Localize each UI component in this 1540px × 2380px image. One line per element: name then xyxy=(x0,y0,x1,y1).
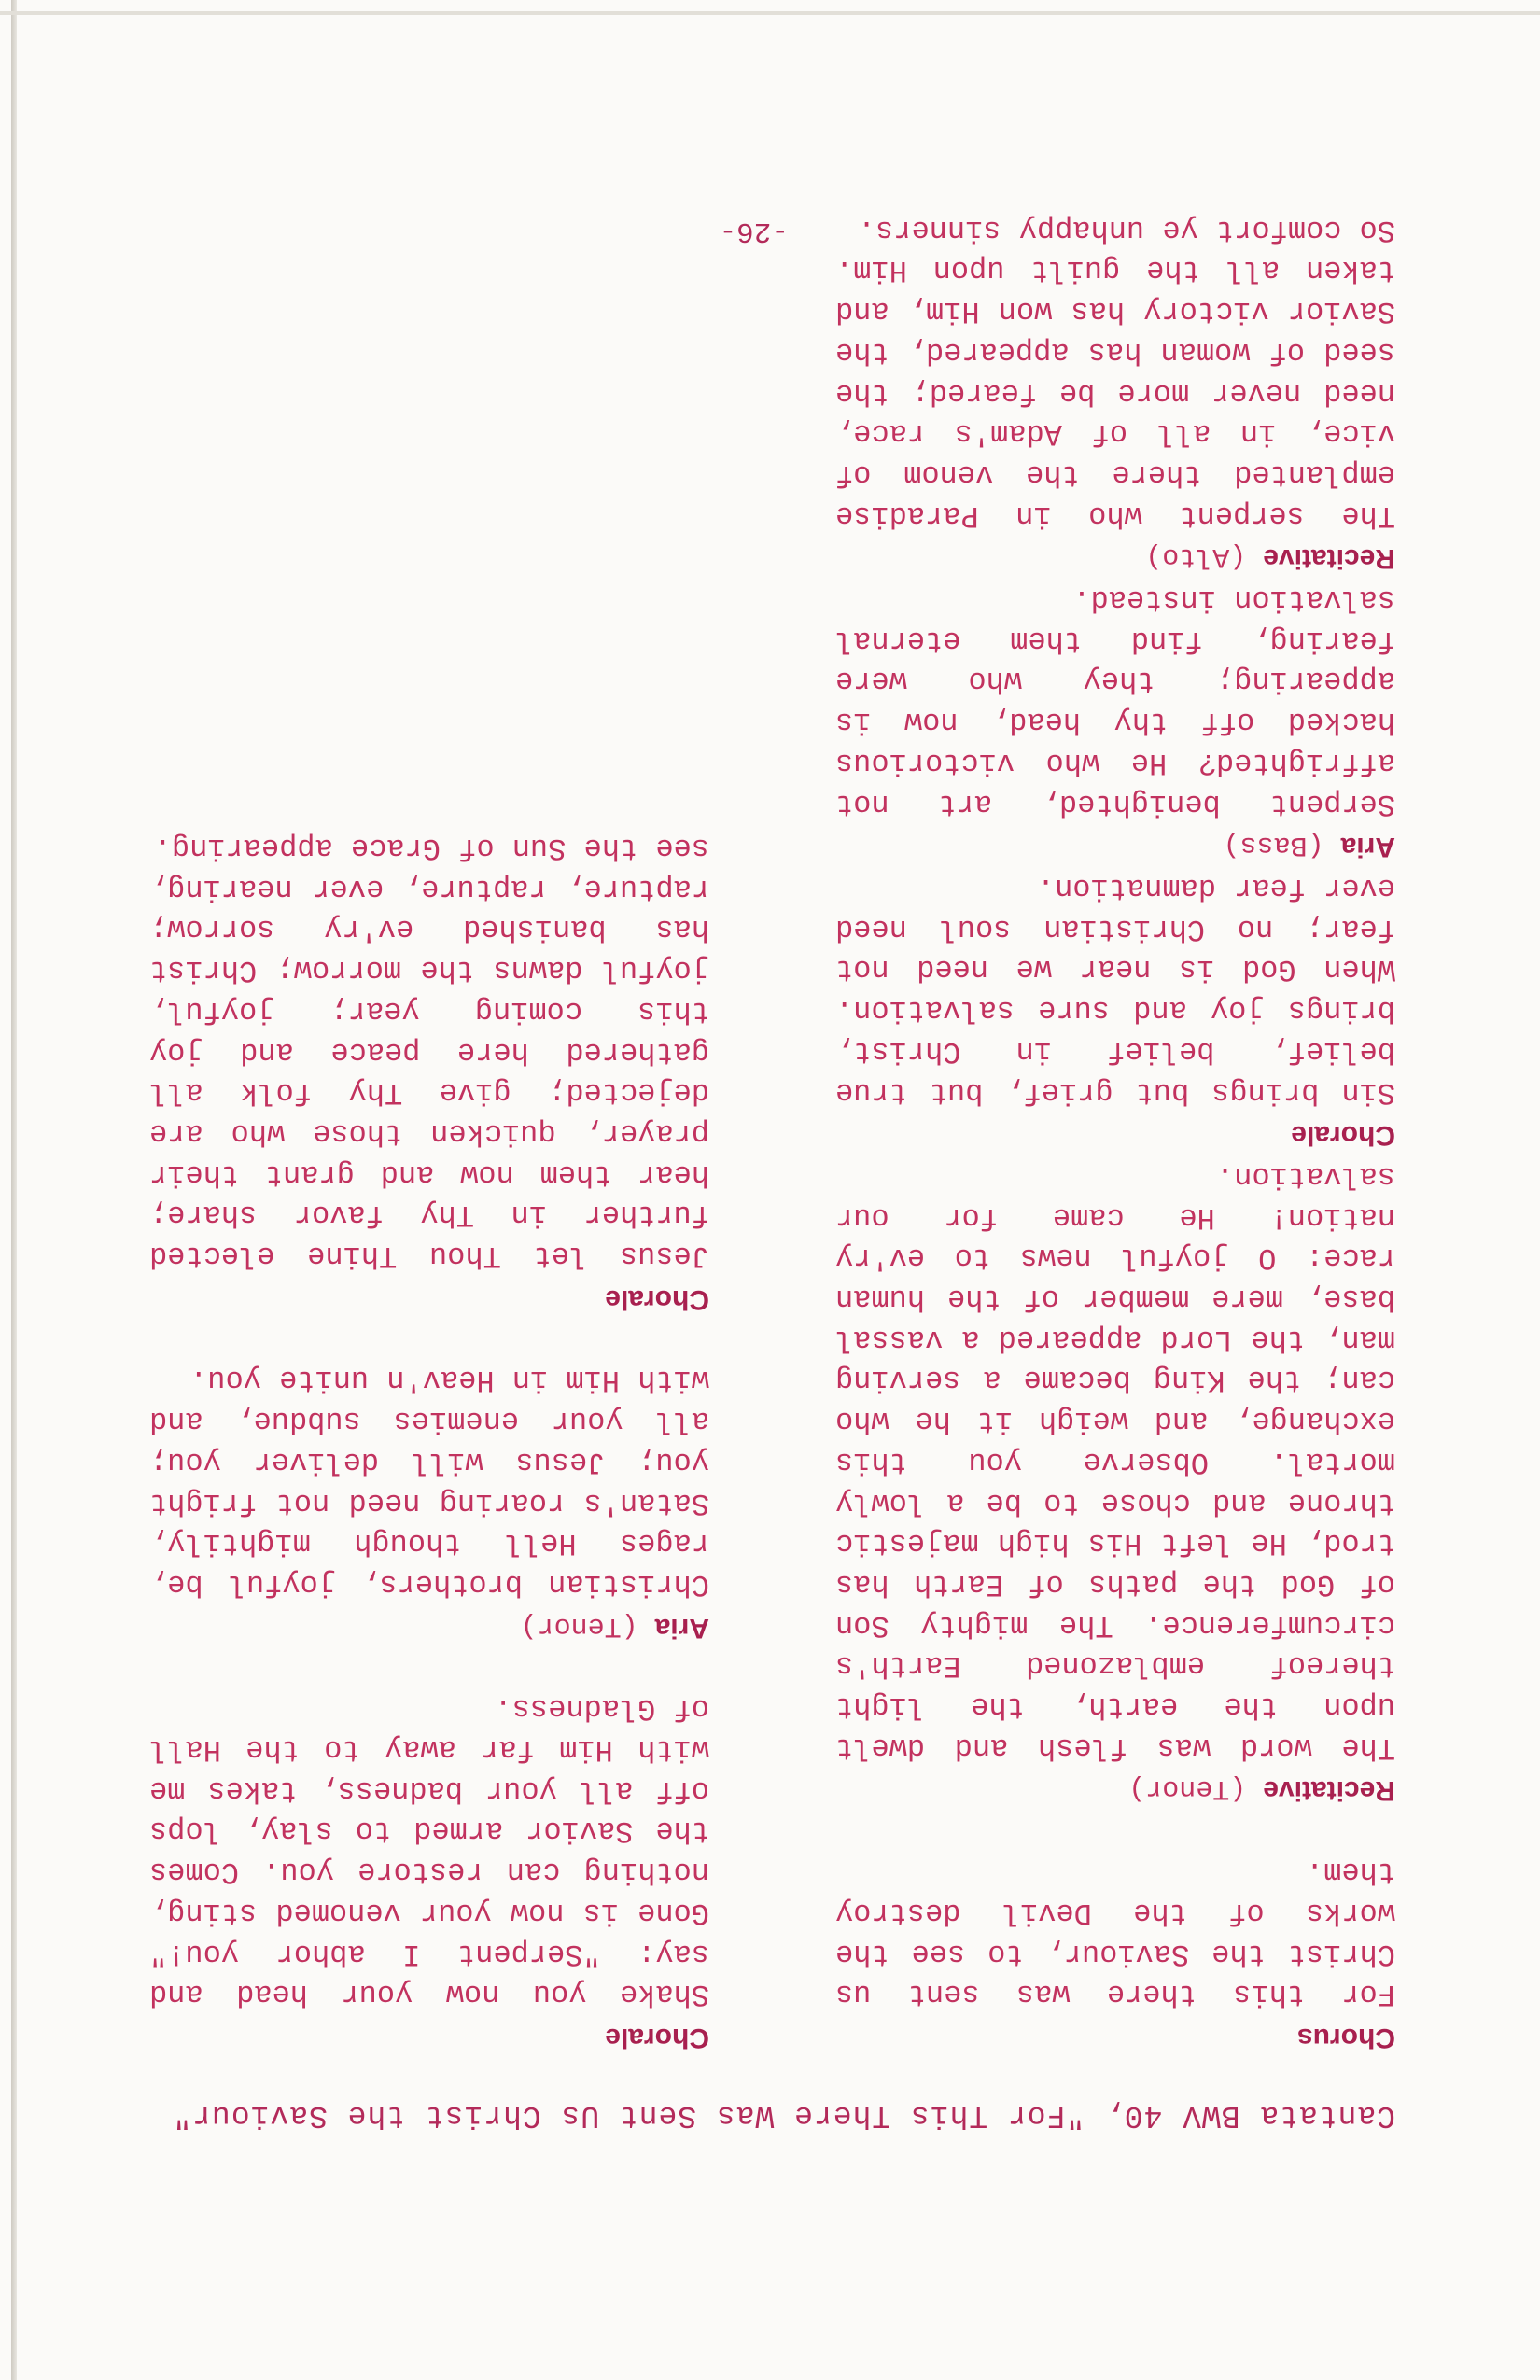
section-chorale-1 xyxy=(149,1688,709,2058)
section-heading: Chorale xyxy=(1291,1120,1395,1152)
section-aria-bass xyxy=(835,579,1395,867)
section-text: For this there was sent us Christ the Saviour, to see the works of the Devil destroy them. xyxy=(835,1855,1395,2012)
section-heading: Aria (Bass) xyxy=(1223,829,1395,863)
page-edge-shadow xyxy=(11,0,17,2380)
section-heading: Chorale xyxy=(605,1283,709,1315)
section-chorus xyxy=(835,1851,1395,2058)
section-chorale xyxy=(835,867,1395,1155)
section-text: Sin brings but grief, but true belief, belief in Christ, brings joy and sure salvation. When God is near we need not fear; no Christian soul need ever fear damnation. xyxy=(835,871,1395,1110)
section-text: Christian brothers, joyful be, rages Hell though mightily, Satan's roaring need not fright you; Jesus will deliver you; all your enemies subdue, and with Him in Heav'n unite you. xyxy=(149,1363,709,1602)
section-heading: Chorale xyxy=(605,2023,709,2053)
page-number: -26- xyxy=(719,215,789,247)
section-recitative-tenor xyxy=(835,1155,1395,1811)
section-heading: Recitative (Alto) xyxy=(1145,540,1395,575)
cantata-title: Cantata BWV 40, "For This There Was Sent Us Christ the Saviour" xyxy=(172,2098,1395,2133)
section-heading: Aria (Tenor) xyxy=(520,1609,709,1644)
section-text: Shake you now your head and say: "Serpent I abhor you!" Gone is now your venomed sting, nothing can restore you. Comes the Savior armed to slay, lops off all your badness, takes me with Him far away to the Hall of Gladness. xyxy=(149,1691,709,2012)
section-text: Jesus let Thou Thine elected further in Thy favor share; hear them now and grant their prayer, quicken those who are dejected; give Thy folk all gathered here peace and joy this coming year; joyful, joyful dawns the morrow; Christ has banished ev'ry sorrow; rapture, rapture, ever nearing, see the Sun of Grace appearing. xyxy=(149,831,709,1274)
right-column xyxy=(149,827,709,2058)
section-heading: Recitative (Tenor) xyxy=(1128,1772,1395,1807)
section-chorale-2 xyxy=(149,827,709,1319)
section-recitative-alto xyxy=(835,209,1395,579)
section-text: The word was flesh and dwelt upon the earth, the light thereof emblazoned Earth's circumference. The mighty Son of God the paths of Earth has trod, He left His high majestic throne and chose to be a lowly mortal. Observe you this exchange, and weigh it he who can; the King became a serving man, the Lord appeared a vassal base, mere member of the human race: O joyful news to ev'ry nation! He came for our salvation. xyxy=(835,1158,1395,1765)
section-heading: Chorus xyxy=(1297,2023,1395,2053)
page-edge-shadow-bottom xyxy=(0,11,1540,15)
left-column xyxy=(835,209,1395,2058)
section-aria-tenor xyxy=(149,1360,709,1648)
section-text: The serpent who in Paradise emplanted there the venom of vice, in all of Adam's race, need never more be feared; the seed of woman has appeared, the Savior victory has won Him, and taken all the guilt upon Him. So comfort ye unhappy sinners. xyxy=(835,212,1395,533)
section-text: Serpent benighted, art not affrighted? He who victorious hacked off thy head, now is appearing; they who were fearing, find them eternal salvation instead. xyxy=(835,582,1395,821)
